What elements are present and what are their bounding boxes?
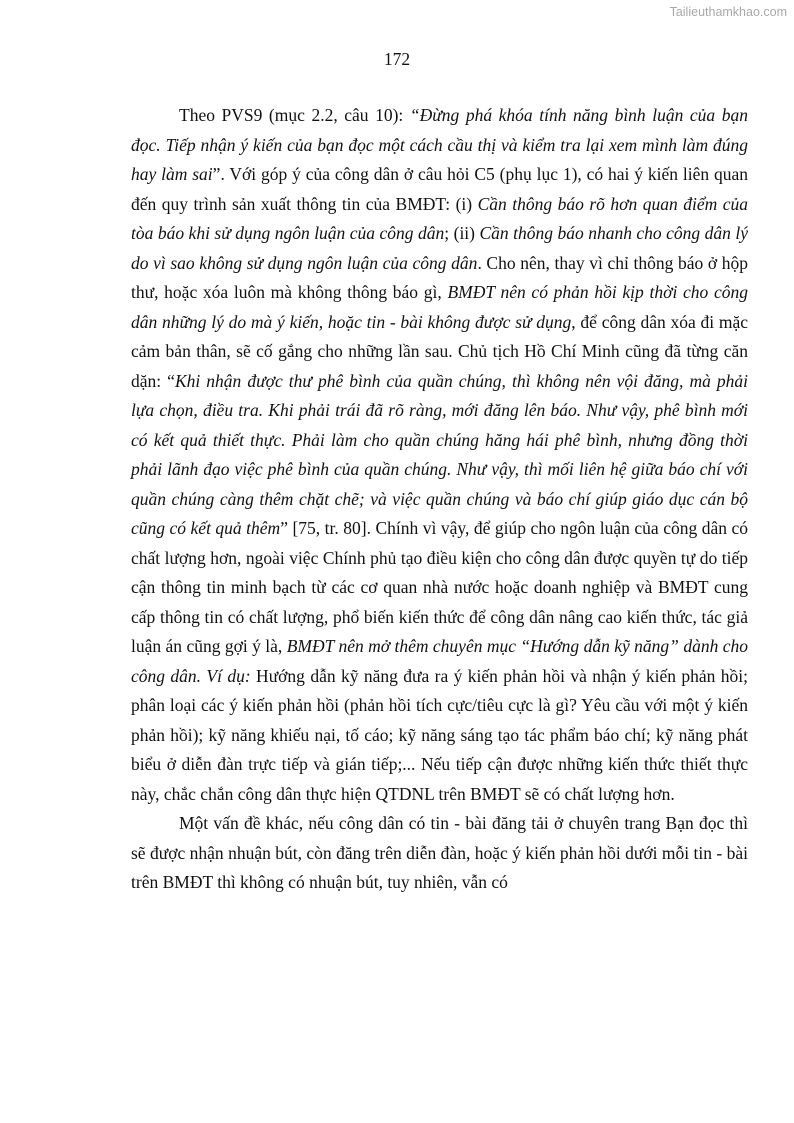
watermark: Tailieuthamkhao.com: [669, 5, 787, 19]
opinion-i: Cần thông báo rõ hơn quan điểm của tòa báo khi sử dụng ngôn luận của công dân: [131, 193, 748, 243]
body-text: [131, 101, 748, 898]
text-run: Hướng dẫn kỹ năng đưa ra ý kiến phản hồi và nhận ý kiến phản hồi; phân loại các ý kiến phản hồi (phản hồi tích cực/tiêu cực là gì? Yêu cầu với một ý kiến phản hồi); kỹ năng khiếu nại, tố cáo; kỹ năng sáng tạo tác phẩm báo chí; kỹ năng phát biểu ở diễn đàn trực tiếp và gián tiếp;... Nếu tiếp cận được những kiến thức thiết thực này, chắc chắn công dân thực hiện QTDNL trên BMĐT sẽ có chất lượng hơn.: [131, 665, 748, 804]
text-run: Theo PVS9 (mục 2.2, câu 10):: [179, 105, 410, 125]
quote-ho-chi-minh: Khi nhận được thư phê bình của quần chúng, thì không nên vội đăng, mà phải lựa chọn, điều tra. Khi phải trái đã rõ ràng, mới đăng lên báo. Như vậy, phê bình mới có kết quả thiết thực. Phải làm cho quần chúng hăng hái phê bình, nhưng đồng thời phải lãnh đạo việc phê bình của quần chúng. Như vậy, thì mối liên hệ giữa báo chí với quần chúng càng thêm chặt chẽ; và việc quần chúng và báo chí giúp giáo dục cán bộ cũng có kết quả thêm: [131, 370, 748, 538]
recommendation: BMĐT nên có phản hồi kịp thời cho công dân những lý do mà ý kiến, hoặc tin - bài không được sử dụng: [131, 282, 748, 332]
opinion-ii: Cần thông báo nhanh cho công dân lý do vì sao không sử dụng ngôn luận của công dân: [131, 223, 749, 273]
quote-pvs9: “Đừng phá khóa tính năng bình luận của bạn đọc. Tiếp nhận ý kiến của bạn đọc một cách cầu thị và kiểm tra lại xem mình làm đúng hay làm sai: [131, 105, 748, 184]
text-run: ; (ii): [444, 223, 480, 243]
text-run: ”. Với góp ý của công dân ở câu hỏi C5 (phụ lục 1), có hai ý kiến liên quan đến quy trình sản xuất thông tin của BMĐT: (i): [131, 164, 748, 214]
text-run: . Cho nên, thay vì chỉ thông báo ở hộp thư, hoặc xóa luôn mà không thông báo gì,: [131, 252, 748, 302]
paragraph-1: [131, 101, 748, 809]
text-run: ” [75, tr. 80]. Chính vì vậy, để giúp cho ngôn luận của công dân có chất lượng hơn, ngoài việc Chính phủ tạo điều kiện cho công dân được quyền tự do tiếp cận thông tin minh bạch từ các cơ quan nhà nước hoặc doanh nghiệp và BMĐT cung cấp thông tin có chất lượng, phổ biến kiến thức để công dân nâng cao kiến thức, tác giả luận án cũng gợi ý là,: [131, 518, 748, 656]
paragraph-2: Một vấn đề khác, nếu công dân có tin - bài đăng tải ở chuyên trang Bạn đọc thì sẽ được nhận nhuận bút, còn đăng trên diễn đàn, hoặc ý kiến phản hồi dưới mỗi tin - bài trên BMĐT thì không có nhuận bút, tuy nhiên, vẫn có: [131, 813, 748, 892]
text-run: , để công dân xóa đi mặc cảm bản thân, sẽ cố gắng cho những lần sau. Chủ tịch Hồ Chí Minh cũng đã từng căn dặn: “: [131, 311, 748, 391]
page-number: 172: [383, 49, 411, 69]
suggestion: BMĐT nên mở thêm chuyên mục “Hướng dẫn kỹ năng” dành cho công dân. Ví dụ:: [131, 636, 748, 686]
